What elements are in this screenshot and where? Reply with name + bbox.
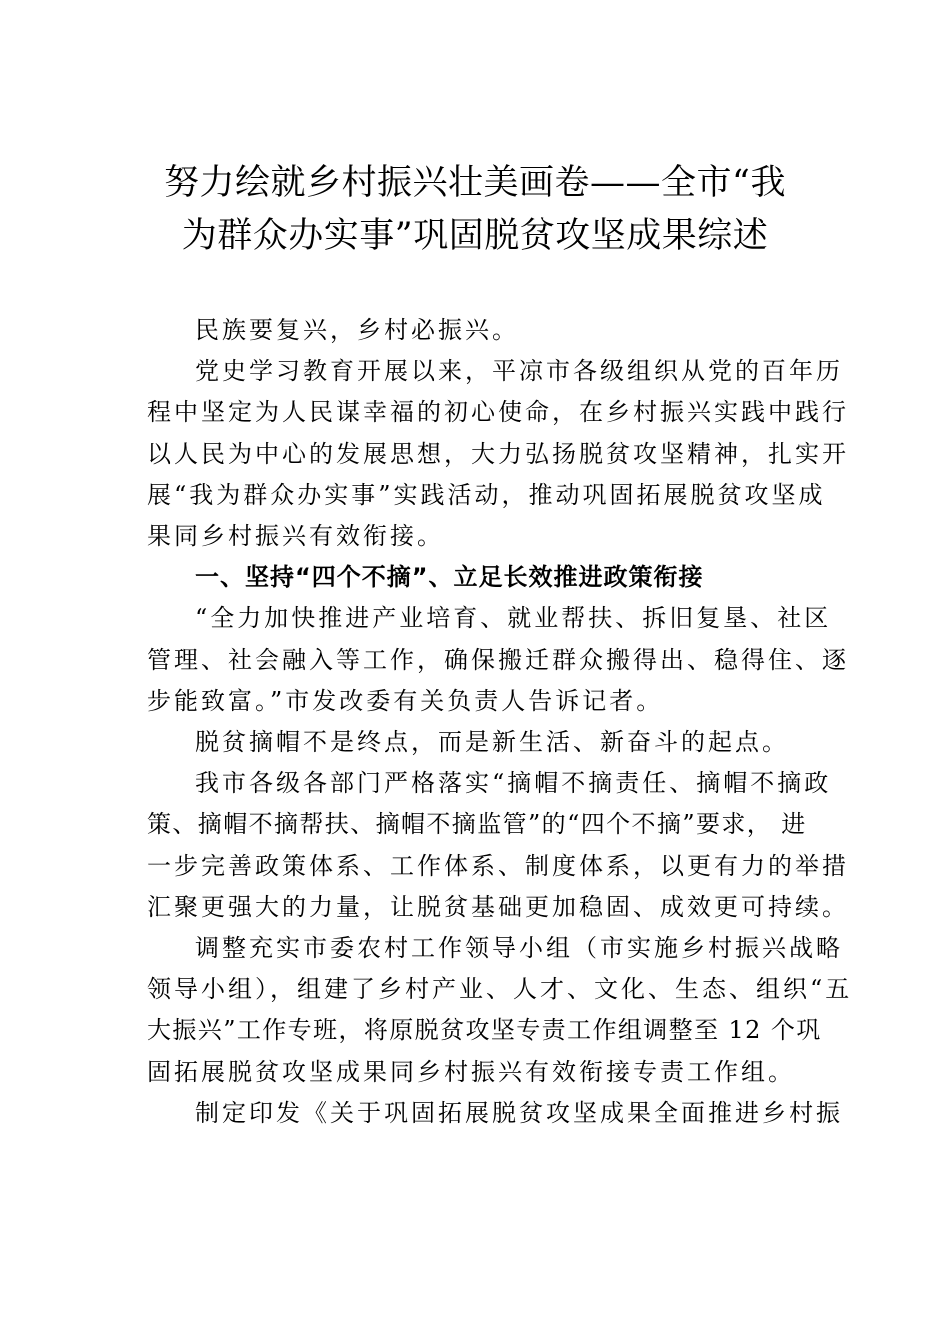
- paragraph-line: 大振兴”工作专班，将原脱贫攻坚专责工作组调整至 12 个巩: [147, 1016, 822, 1045]
- paragraph-line: 策、摘帽不摘帮扶、摘帽不摘监管”的“四个不摘”要求， 进: [147, 810, 807, 839]
- title-line-2: 为群众办实事”巩固脱贫攻坚成果综述: [181, 216, 769, 256]
- paragraph-line: 步能致富。”市发改委有关负责人告诉记者。: [147, 686, 664, 715]
- paragraph-2: [147, 351, 849, 557]
- paragraph-6: [147, 928, 853, 1093]
- paragraph-4: [147, 722, 813, 763]
- paragraph-7: [147, 1093, 843, 1134]
- paragraph-3: [147, 598, 849, 722]
- paragraph-line: 汇聚更强大的力量，让脱贫基础更加稳固、成效更可持续。: [147, 892, 849, 921]
- paragraph-line: “全力加快推进产业培育、就业帮扶、拆旧复垦、社区: [195, 604, 832, 633]
- paragraph-line: 脱贫摘帽不是终点，而是新生活、新奋斗的起点。: [195, 728, 789, 757]
- paragraph-line: 以人民为中心的发展思想，大力弘扬脱贫攻坚精神，扎实开: [147, 439, 849, 468]
- document-body: [147, 310, 853, 1134]
- paragraph-line: 一步完善政策体系、工作体系、制度体系，以更有力的举措: [147, 851, 849, 880]
- paragraph-line: 制定印发《关于巩固拓展脱贫攻坚成果全面推进乡村振: [195, 1098, 843, 1127]
- paragraph-line: 管理、社会融入等工作，确保搬迁群众搬得出、稳得住、逐: [147, 645, 849, 674]
- paragraph-line: 民族要复兴，乡村必振兴。: [195, 316, 519, 344]
- title-line-1: 努力绘就乡村振兴壮美画卷——全市“我: [164, 163, 786, 203]
- paragraph-line: 果同乡村振兴有效衔接。: [147, 522, 444, 551]
- paragraph-line: 党史学习教育开展以来，平凉市各级组织从党的百年历: [195, 357, 843, 386]
- paragraph-line: 我市各级各部门严格落实“摘帽不摘责任、摘帽不摘政: [195, 769, 832, 798]
- paragraph-line: 调整充实市委农村工作领导小组（市实施乡村振兴战略: [195, 934, 843, 963]
- paragraph-line: 展“我为群众办实事”实践活动，推动巩固拓展脱贫攻坚成: [147, 480, 826, 509]
- paragraph-5: [147, 763, 849, 928]
- paragraph-line: 程中坚定为人民谋幸福的初心使命，在乡村振兴实践中践行: [147, 398, 849, 427]
- document-title: [120, 157, 830, 263]
- paragraph-1: [147, 310, 813, 351]
- paragraph-line: 领导小组），组建了乡村产业、人才、文化、生态、组织“五: [147, 975, 853, 1004]
- paragraph-line: 固拓展脱贫攻坚成果同乡村振兴有效衔接专责工作组。: [147, 1057, 795, 1086]
- section-heading-1: 一、坚持“四个不摘”、立足长效推进政策衔接: [195, 563, 704, 592]
